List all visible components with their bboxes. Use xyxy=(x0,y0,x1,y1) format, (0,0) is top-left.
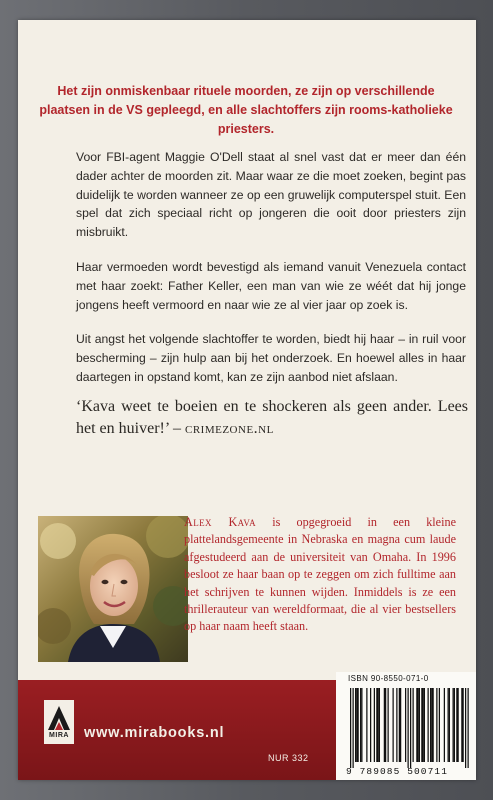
barcode-bar xyxy=(361,688,362,762)
barcode-bar xyxy=(433,688,434,762)
barcode-bar xyxy=(355,688,356,762)
barcode-bar xyxy=(461,688,462,762)
barcode-bar xyxy=(376,688,377,762)
barcode-bar xyxy=(428,688,429,762)
barcode-bar xyxy=(421,688,422,762)
barcode-bar xyxy=(439,688,440,762)
back-cover xyxy=(18,20,476,780)
barcode-bar xyxy=(393,688,394,762)
barcode-bar xyxy=(370,688,371,762)
barcode-bar xyxy=(399,688,400,762)
barcode-bar xyxy=(350,688,351,768)
barcode-bar xyxy=(449,688,450,762)
barcode-bar xyxy=(388,688,389,762)
barcode-bar xyxy=(419,688,420,762)
barcode-bar xyxy=(378,688,379,762)
barcode-bar xyxy=(453,688,454,762)
barcode-bar xyxy=(366,688,367,762)
barcode-bar xyxy=(463,688,464,762)
press-quote xyxy=(76,396,468,440)
barcode-bar xyxy=(413,688,414,762)
barcode-bar xyxy=(379,688,380,762)
barcode-bar xyxy=(374,688,375,762)
blurb-paragraph-1: Voor FBI-agent Maggie O'Dell staat al snel vast dat er meer dan één dader achter de moorden zit. Maar waar ze die moet zoeken, begint pas duidelijk te worden wanneer ze op een gruwelijk computerspel stuit. Een spel dat zich speciaal richt op jongeren die ooit door priesters zijn misbruikt. xyxy=(76,150,466,240)
author-bio-text: is opgegroeid in een kleine plattelandsgemeente in Nebraska en magna cum laude afgestudeerd aan de universiteit van Omaha. In 1996 besloot ze haar baan op te zeggen om zich fulltime aan het schrijven te kunnen wijden. Inmiddels is ze een thrillerauteur van wereldformaat, die al vier bestsellers op haar naam heeft staan. xyxy=(184,515,456,634)
barcode-bar xyxy=(358,688,359,762)
barcode-bar xyxy=(444,688,445,762)
press-quote-text: ‘Kava weet te boeien en te shockeren als geen ander. Lees het en huiver!’ – xyxy=(76,398,468,437)
ean-number: 9 789085 500711 xyxy=(346,766,449,777)
barcode-bar xyxy=(384,688,385,762)
tagline: Het zijn onmiskenbaar rituele moorden, ze zijn op verschillende plaatsen in de VS gepleegd, en alle slachtoffers zijn rooms-katholieke priesters. xyxy=(39,84,453,136)
barcode-bar xyxy=(465,688,466,768)
barcode-bar xyxy=(458,688,459,762)
barcode-bar xyxy=(360,688,361,762)
barcode-bar xyxy=(468,688,469,768)
blurb-paragraph-2: Haar vermoeden wordt bevestigd als iemand vanuit Venezuela contact met haar zoekt: Father Keller, een man van wie ze wéét dat hij jonge jongens heeft vermoord en naar wie ze al vier jaar op zoek is. xyxy=(76,260,466,312)
barcode-bar xyxy=(423,688,424,762)
author-name: Alex Kava xyxy=(184,515,257,529)
nur-code: NUR 332 xyxy=(268,753,309,763)
press-quote-source: crimezone.nl xyxy=(185,420,274,437)
barcode-bar xyxy=(400,688,401,762)
barcode-bar xyxy=(418,688,419,762)
barcode-bar xyxy=(436,688,437,762)
barcode-bar xyxy=(405,688,406,762)
barcode xyxy=(336,672,476,780)
barcode-bar xyxy=(456,688,457,762)
author-photo xyxy=(38,516,188,662)
barcode-bar xyxy=(430,688,431,762)
barcode-bar xyxy=(396,688,397,762)
barcode-bar xyxy=(385,688,386,762)
barcode-bar xyxy=(454,688,455,762)
barcode-bar xyxy=(416,688,417,762)
barcode-bar xyxy=(410,688,411,768)
barcode-bar xyxy=(448,688,449,762)
publisher-website: www.mirabooks.nl xyxy=(84,725,225,741)
barcode-bar xyxy=(356,688,357,762)
isbn-number: ISBN 90-8550-071-0 xyxy=(348,674,429,683)
barcode-bar xyxy=(424,688,425,762)
barcode-panel xyxy=(336,672,476,780)
author-bio xyxy=(184,514,456,636)
barcode-bar xyxy=(353,688,354,768)
blurb-paragraph-3: Uit angst het volgende slachtoffer te worden, biedt hij haar – in ruil voor bescherming – zijn hulp aan bij het onderzoek. En hoewel alles in haar daartegen in opstand komt, kan ze zijn aanbod niet afslaan. xyxy=(76,332,466,384)
barcode-bar xyxy=(408,688,409,768)
barcode-bar xyxy=(431,688,432,762)
mira-logo-text: MIRA xyxy=(49,732,69,739)
